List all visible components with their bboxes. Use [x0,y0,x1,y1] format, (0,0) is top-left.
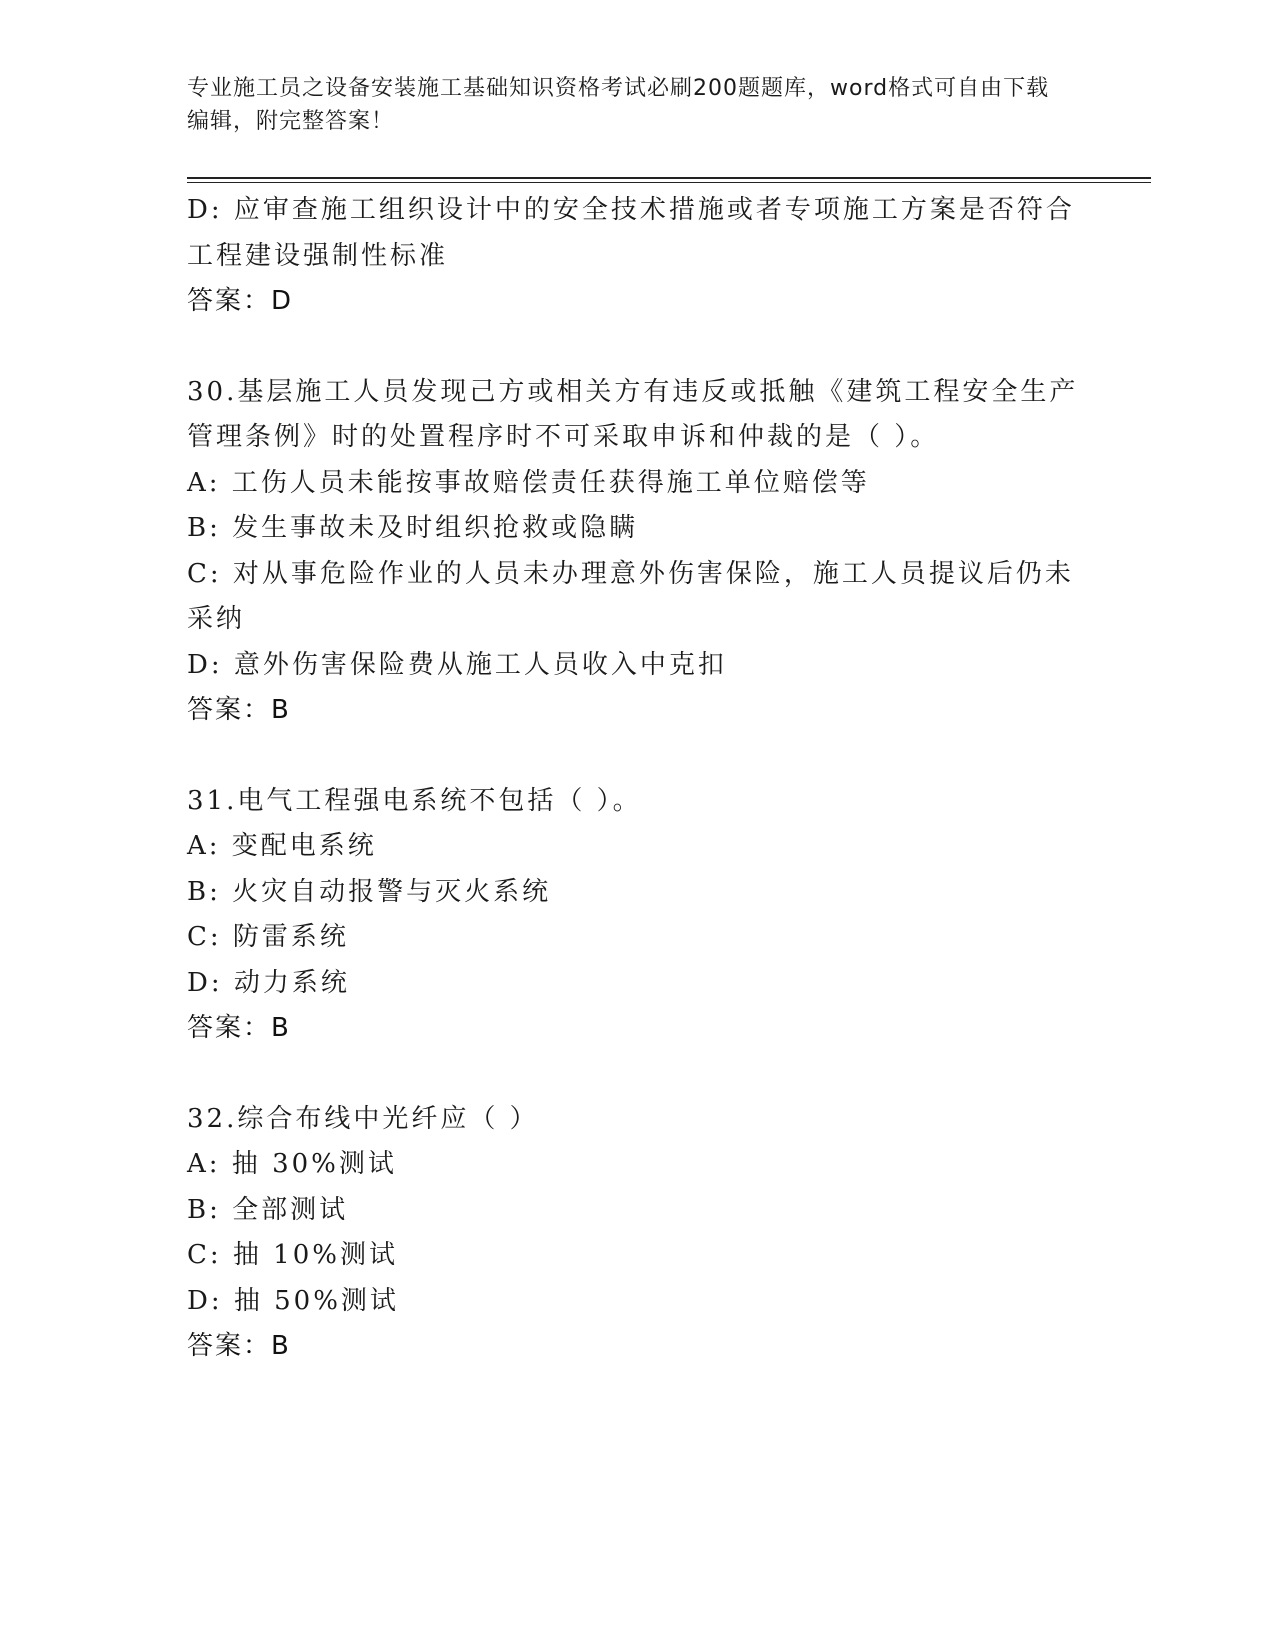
option-b: B: 发生事故未及时组织抢救或隐瞒 [187,513,639,543]
option-d: D: 意外伤害保险费从施工人员收入中克扣 [187,649,727,680]
question-block [187,370,1087,734]
option-a: A: 抽 30%测试 [187,1149,397,1179]
option-d: D: 动力系统 [187,967,350,998]
header-rule-thick [187,177,1151,179]
question-line: 工程建设强制性标准 [187,240,449,271]
option-c: C: 抽 10%测试 [187,1240,398,1270]
answer-line: 答案：D [187,286,294,316]
option-b: B: 全部测试 [187,1194,349,1225]
option-d: D: 抽 50%测试 [187,1285,399,1316]
question-block [187,779,1087,1052]
question-stem: 30.基层施工人员发现己方或相关方有违反或抵触《建筑工程安全生产 [187,376,1079,407]
question-line: D: 应审查施工组织设计中的安全技术措施或者专项施工方案是否符合 [187,195,1075,225]
question-stem: 32.综合布线中光纤应（ ） [187,1103,539,1134]
document-header: 专业施工员之设备安装施工基础知识资格考试必刷200题题库，word格式可自由下载编辑，附完整答案！ [187,76,1050,134]
question-block [187,1097,1087,1370]
answer-line: 答案：B [187,1013,291,1043]
answer-line: 答案：B [187,1331,291,1361]
header-rule-thin [187,182,1151,183]
question-stem: 管理条例》时的处置程序时不可采取申诉和仲裁的是（ ）。 [187,422,940,452]
option-c: 采纳 [187,604,246,634]
spacer [187,1052,1087,1097]
option-a: A: 变配电系统 [187,831,377,861]
option-c: C: 防雷系统 [187,922,349,952]
question-list [187,188,1087,1370]
question-block [187,188,1087,325]
question-stem: 31.电气工程强电系统不包括（ ）。 [187,785,642,816]
answer-line: 答案：B [187,695,291,725]
spacer [187,325,1087,370]
option-c: C: 对从事危险作业的人员未办理意外伤害保险，施工人员提议后仍未 [187,558,1074,589]
option-a: A: 工伤人员未能按事故赔偿责任获得施工单位赔偿等 [187,467,870,498]
option-b: B: 火灾自动报警与灭火系统 [187,876,552,907]
spacer [187,734,1087,779]
